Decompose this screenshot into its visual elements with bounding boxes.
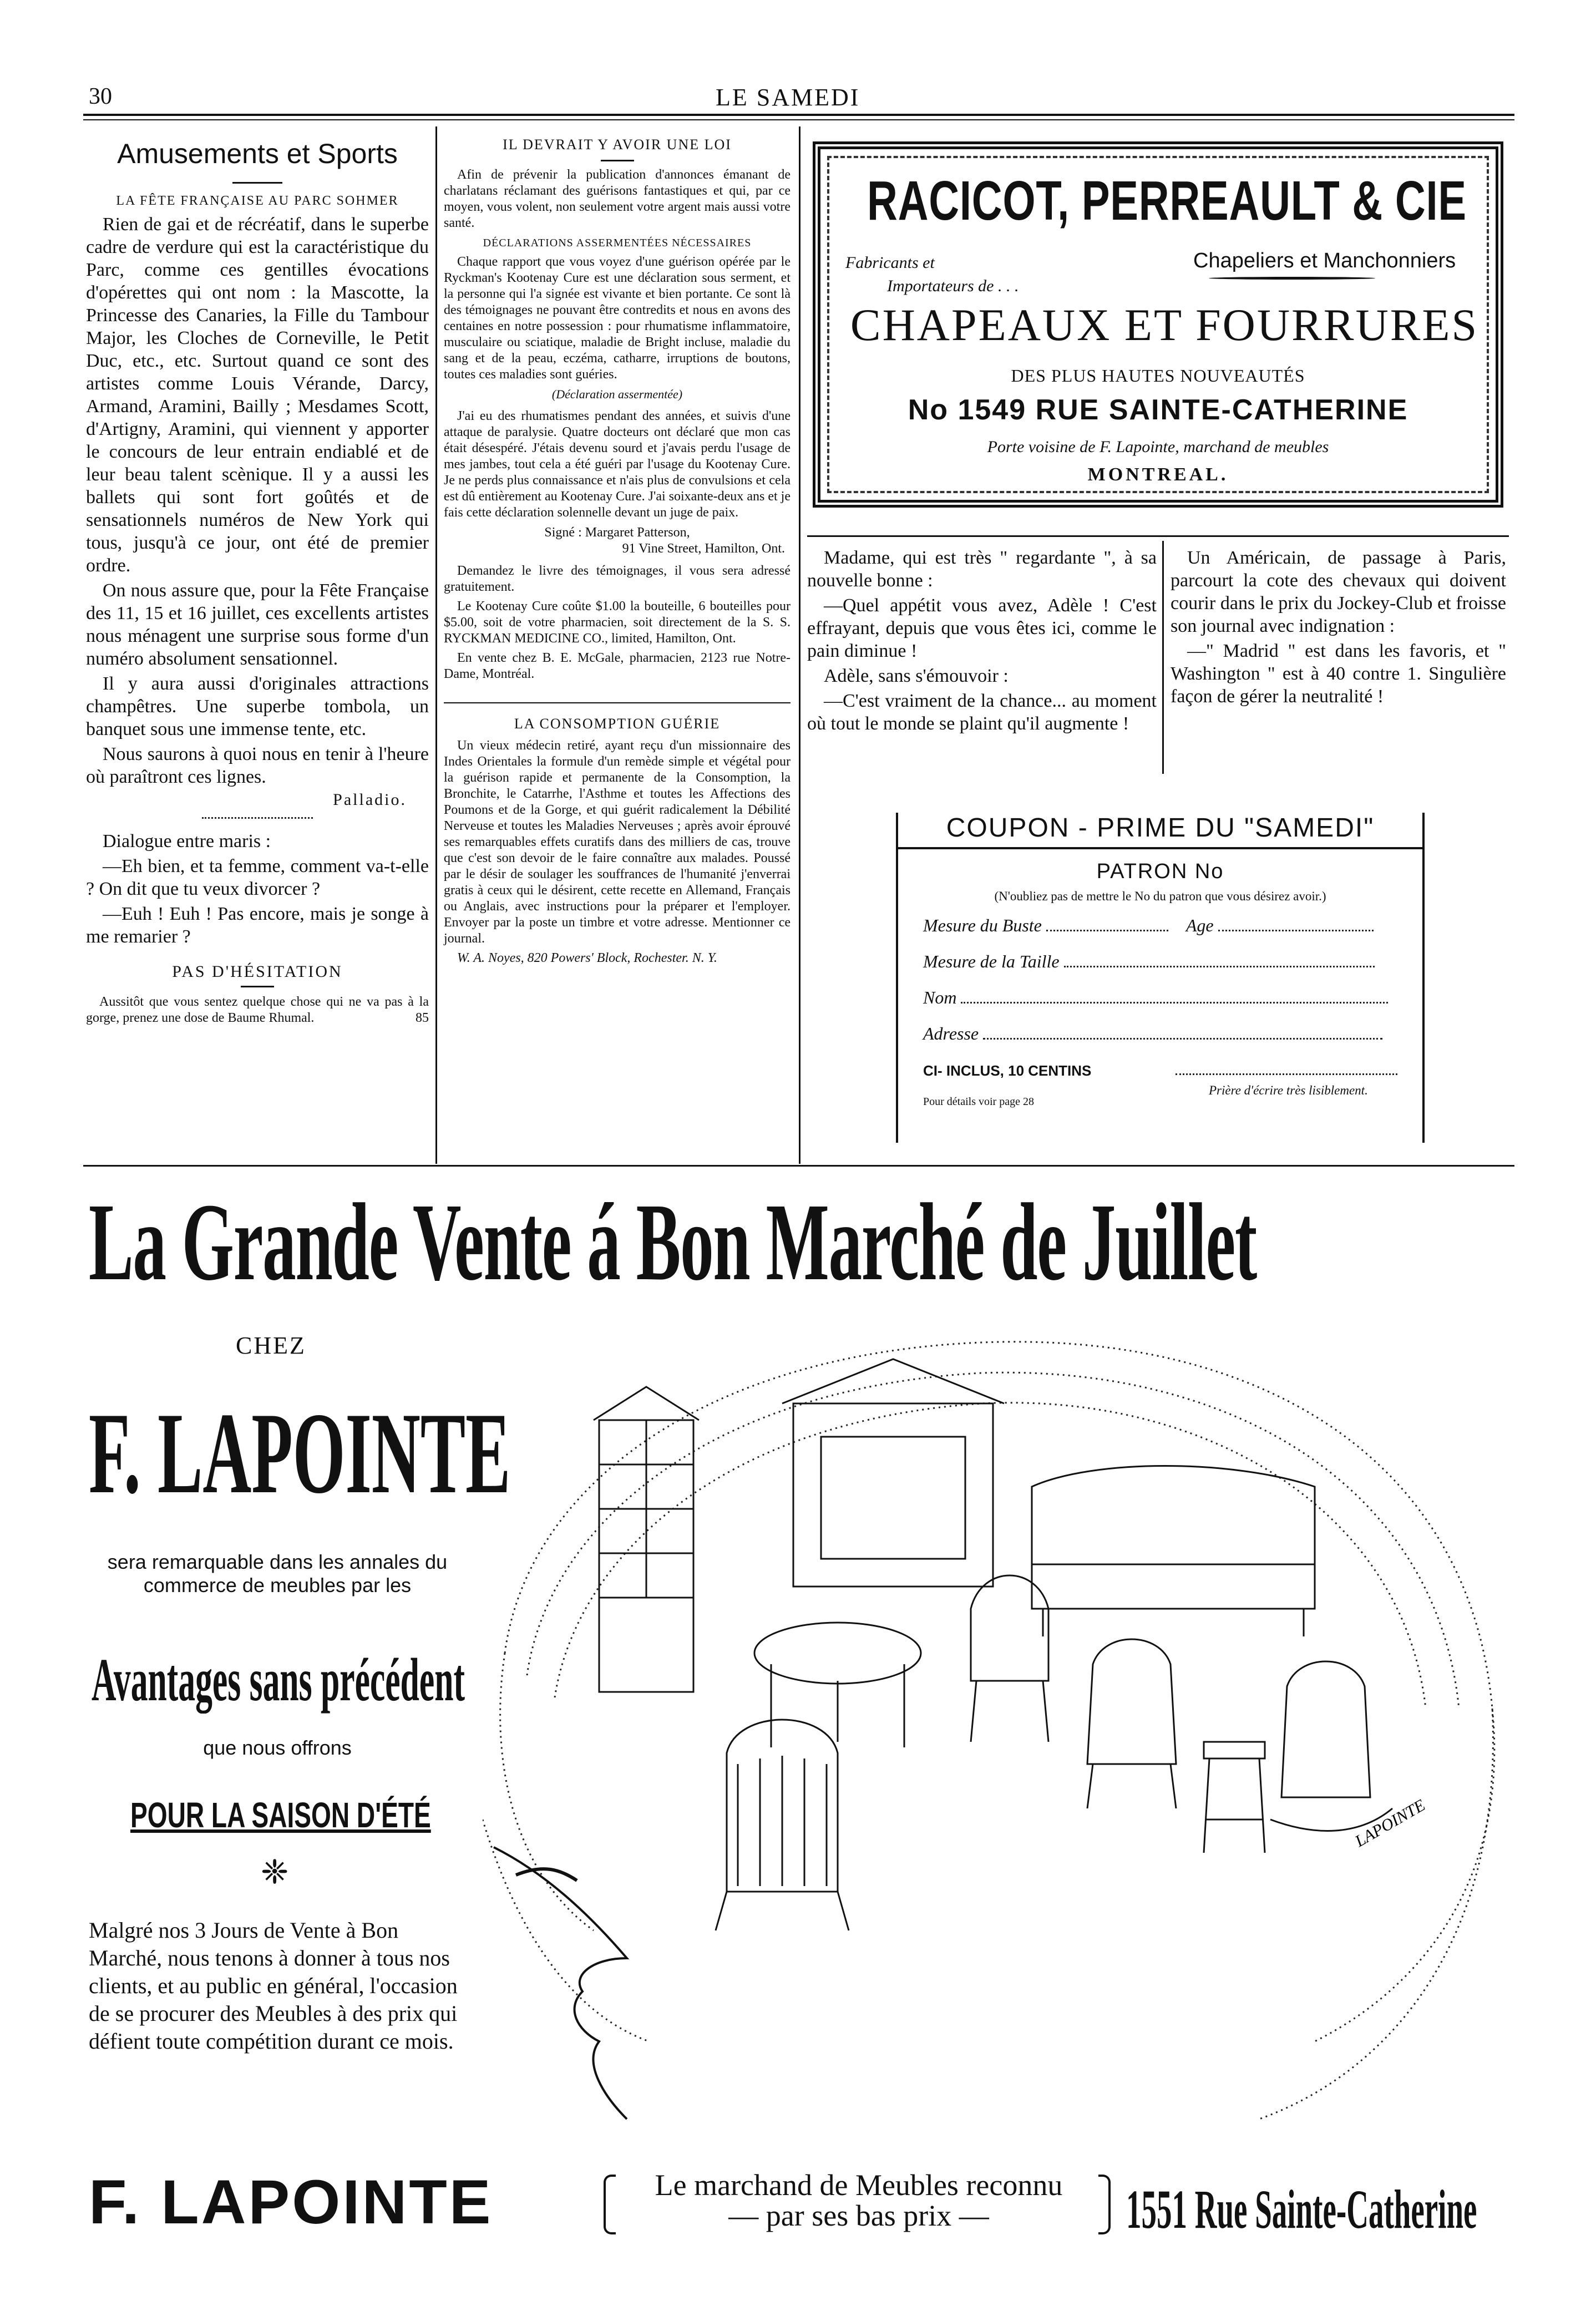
article-title: LA CONSOMPTION GUÉRIE [514, 716, 721, 732]
field-label: Nom [923, 987, 957, 1007]
declaration-caption: (Déclaration assermentée) [551, 387, 683, 401]
label-rule [1209, 277, 1375, 280]
testimony-signature: Signé : Margaret Patterson, [544, 525, 690, 540]
ad-novelties: DES PLUS HAUTES NOUVEAUTÉS [1011, 366, 1305, 386]
field-bust[interactable] [923, 915, 1374, 936]
ad-chez: CHEZ [236, 1332, 306, 1359]
footer-address: 1551 Rue Sainte-Catherine [1126, 2178, 1477, 2240]
ad-body: Malgré nos 3 Jours de Vente à Bon Marché, nous tenons à donner à tous nos clients, et au public en général, l'occasion de se procurer des Meubles à des prix qui défient toute compétition durant ce mois. [89, 1918, 458, 2054]
section-rule [444, 702, 791, 703]
hesitation-ref: 85 [416, 1011, 429, 1025]
hair-outline [483, 1342, 1494, 2119]
anecdote-left [807, 546, 1157, 737]
furniture-illustration [483, 1320, 1514, 2147]
footer-tagline-1: Le marchand de Meubles reconnu [655, 2168, 1063, 2202]
article-subheading: LA FÊTE FRANÇAISE AU PARC SOHMER [116, 194, 399, 208]
title-rule [241, 986, 274, 987]
hesitation-title: PAS D'HÉSITATION [172, 962, 343, 981]
header-rule [83, 114, 1514, 116]
hesitation-text [86, 994, 429, 1026]
ad-season: POUR LA SAISON D'ÉTÉ [130, 1795, 431, 1835]
field-blank[interactable] [983, 1038, 1382, 1040]
article-subheading: DÉCLARATIONS ASSERMENTÉES NÉCESSAIRES [483, 237, 752, 249]
anecdote-line: Adèle, sans s'émouvoir : [824, 666, 1009, 686]
field-waist[interactable] [923, 951, 1375, 972]
paragraph: En vente chez B. E. McGale, pharmacien, 2123 rue Notre-Dame, Montréal. [444, 651, 791, 681]
ad-address: No 1549 RUE SAINTE-CATHERINE [908, 394, 1408, 426]
field-blank[interactable] [961, 1002, 1388, 1004]
cabinet [594, 1387, 699, 1692]
dialogue [86, 830, 429, 948]
anecdote-line: Un Américain, de passage à Paris, parcourt la cote des chevaux qui doivent courir dans le prix du Jockey-Club et froisse son journal avec indignation : [1171, 548, 1506, 636]
signature-mark: LAPOINTE [1352, 1796, 1428, 1851]
anecdote-line: —" Madrid " est dans les favoris, et " Washington " est à 40 contre 1. Singulière façon de gérer la neutralité ! [1171, 641, 1506, 707]
paragraph: Demandez le livre des témoignages, il vous sera adressé gratuitement. [444, 564, 791, 594]
page-number: 30 [89, 84, 112, 109]
footer-name: F. LAPOINTE [89, 2167, 493, 2237]
company-name: RACICOT, PERREAULT & CIE [867, 170, 1467, 232]
face-profile [494, 1847, 627, 2119]
testimony [444, 408, 791, 521]
anecdote-line: Madame, qui est très " regardante ", à sa nouvelle bonne : [807, 548, 1157, 591]
label-fabricants: Fabricants et [845, 254, 935, 272]
ad-next-door: Porte voisine de F. Lapointe, marchand de meubles [987, 438, 1329, 456]
column-divider-1 [435, 126, 437, 1164]
paragraph: Le Kootenay Cure coûte $1.00 la bouteille, 6 bouteilles pour $5.00, soit de votre pharmacien, soit directement de la S. S. RYCKMAN MEDICINE CO., limited, Hamilton, Ont. [444, 599, 791, 646]
field-label: Adresse [923, 1023, 979, 1043]
paragraph [86, 994, 429, 1026]
column-2 [444, 133, 791, 966]
field-label: Mesure de la Taille [923, 951, 1060, 971]
coupon-title: COUPON - PRIME DU "SAMEDI" [946, 813, 1375, 843]
footer-brace-right [1098, 2175, 1111, 2234]
coupon-patron: PATRON No [1096, 860, 1224, 883]
ad-bottom-rule [807, 535, 1509, 537]
ornament-icon: ❈ [261, 1854, 289, 1891]
title-rule [232, 182, 282, 184]
column-1 [86, 133, 429, 1030]
footer-brace-left [604, 2175, 616, 2234]
easy-chair [1087, 1639, 1176, 1808]
label-importateurs: Importateurs de . . . [887, 277, 1019, 295]
field-blank[interactable] [1064, 966, 1375, 967]
small-table [1204, 1742, 1265, 1853]
anecdote-line: —C'est vraiment de la chance... au moment où tout le monde se plaint qu'il augmente ! [807, 691, 1157, 734]
coupon-note: (N'oubliez pas de mettre le No du patron que vous désirez avoir.) [994, 889, 1326, 903]
article-title: IL DEVRAIT Y AVOIR UNE LOI [503, 136, 732, 153]
field-blank[interactable] [1218, 930, 1374, 931]
section-rule [202, 817, 313, 819]
paragraph: Nous saurons à quoi nous en tenir à l'heure où paraîtront ces lignes. [86, 744, 429, 787]
paragraph: Il y aura aussi d'originales attractions champêtres. Une superbe tombola, un banquet sous une immense tente, etc. [86, 673, 429, 739]
footer-tagline-2: — par ses bas prix — [728, 2199, 989, 2232]
article-body [86, 213, 429, 788]
testimony-address: 91 Vine Street, Hamilton, Ont. [622, 541, 785, 556]
field-name[interactable] [923, 987, 1388, 1008]
field-address[interactable] [923, 1023, 1382, 1044]
armchair [971, 1575, 1048, 1742]
coupon-box [896, 813, 1425, 1143]
sofa [1032, 1466, 1315, 1637]
article-signature: Palladio. [333, 790, 407, 809]
column-title: Amusements et Sports [117, 138, 398, 169]
section-bottom-rule [83, 1165, 1514, 1167]
dialogue-line: —Euh ! Euh ! Pas encore, mais je songe à me remarier ? [86, 904, 429, 947]
article-body [444, 254, 791, 383]
oval-table [754, 1623, 921, 1747]
dialogue-title: Dialogue entre maris : [103, 831, 271, 852]
overmantel [782, 1359, 1004, 1587]
coupon-title-rule [898, 847, 1422, 849]
racicot-advertisement [813, 141, 1503, 508]
column-divider-2 [799, 126, 800, 1164]
article-body [444, 738, 791, 947]
anecdote-right [1171, 546, 1506, 710]
hesitation-body: Aussitôt que vous sentez quelque chose qui ne va pas à la gorge, prenez une dose de Baume Rhumal. [86, 995, 429, 1025]
anecdote-divider [1162, 541, 1164, 774]
article-body [444, 563, 791, 682]
coupon-enclosed: CI- INCLUS, 10 CENTINS [923, 1062, 1092, 1079]
field-label: Age [1185, 915, 1214, 935]
paragraph: Un vieux médecin retiré, ayant reçu d'un missionnaire des Indes Orientales la formule d'un remède simple et végétal pour la guérison rapide et permanente de la Consomption, la Bronchite, le Catarrhe, l'Asthme et toutes les Affections des Poumons et de la Gorge, et qui guérit radicalement la Débilité Nerveuse et toutes les Maladies Nerveuses ; après avoir éprouvé ses remarquables effets curatifs dans des milliers de cas, trouve que c'est son devoir de le faire connaître aux malades. Poussé par le désir de soulager les souffrances de l'humanité j'enverrai gratis à ceux qui le désirent, cette recette en Allemand, Français ou Anglais, avec instructions pour la préparer et l'employer. Envoyer par la poste un timbre et votre adresse. Mentionner ce journal. [444, 738, 791, 946]
paragraph: Chaque rapport que vous voyez d'une guérison opérée par le Ryckman's Kootenay Cure est une déclaration sous serment, et la personne qui l'a signée est vivante et bien portante. Ce sont là des témoignages ne pouvant être contredits et nous en avons des centaines en notre possession : pour rhumatisme inflammatoire, musculaire ou sciatique, maladie de Bright incluse, maladie du sang et de la peau, eczéma, catharre, irruptions de boutons, toutes ces maladies sont guéries. [444, 255, 791, 382]
paragraph: Afin de prévenir la publication d'annonces émanant de charlatans réclamant des guérisons fantastiques et qui, par ce moyen, vous volent, non seulement votre argent mais aussi votre santé. [444, 168, 791, 230]
label-chapeliers: Chapeliers et Manchonniers [1193, 249, 1456, 272]
ad-offer: que nous offrons [203, 1736, 352, 1759]
paragraph: On nous assure que, pour la Fête Française des 11, 15 et 16 juillet, ces excellents artistes nous ménagent une surprise sous forme d'un numéro absolument sensationnel. [86, 580, 429, 669]
paragraph: J'ai eu des rhumatismes pendant des années, et suivis d'une attaque de paralysie. Quatre docteurs ont déclaré que mon cas était désespéré. J'étais devenu sourd et j'avais perdu l'usage de mes jambes, tout cela a été guéri par l'usage du Kootenay Cure. Je ne perds plus connaissance et n'ais plus de convulsions et cela est dû entièrement au Kootenay Cure. J'ai soixante-deux ans et je fais cette déclaration solennelle devant un juge de paix. [444, 409, 791, 520]
paragraph: Rien de gai et de récréatif, dans le superbe cadre de verdure qui est la caractéristique du Parc, comme ces gentilles évocations d'opérettes qui ont nom : la Mascotte, la Princesse des Canaries, la Fille du Tambour Major, les Cloches de Corneville, le Petit Duc, etc., etc. Surtout quand ce sont des artistes comme Louis Vérande, Darcy, Armand, Aramini, Bailly ; Mesdames Scott, d'Artigny, Aramini, qui viennent y apporter le concours de leur entrain endiablé et de leur beau talent scènique. Il y a aussi les ballets qui sont fort goûtés et de sensationnels numéros de New York qui tous, jusqu'à ce jour, ont été de premier ordre. [86, 214, 429, 576]
ad-advantages: Avantages sans précédent [92, 1646, 465, 1714]
field-blank[interactable] [1176, 1073, 1397, 1075]
lapointe-headline: La Grande Vente á Bon Marché de Juillet [89, 1181, 1257, 1304]
coupon-details: Pour détails voir page 28 [923, 1096, 1034, 1108]
dialogue-line: —Eh bien, et ta femme, comment va-t-elle ? On dit que tu veux divorcer ? [86, 856, 429, 899]
ad-remarkable: sera remarquable dans les annales du commerce de meubles par les [107, 1550, 448, 1597]
publication-title: LE SAMEDI [716, 84, 860, 111]
coupon-legible: Prière d'écrire très lisiblement. [1209, 1083, 1368, 1097]
ad-city: MONTREAL. [1087, 464, 1229, 485]
article-body [444, 167, 791, 231]
field-label: Mesure du Buste [923, 915, 1042, 935]
ad-name: F. LAPOINTE [89, 1389, 511, 1518]
title-rule [601, 160, 634, 161]
anecdote-line: —Quel appétit vous avez, Adèle ! C'est effrayant, depuis que vous êtes ici, comme le pain diminue ! [807, 595, 1157, 661]
field-blank[interactable] [1046, 930, 1168, 931]
ad-main-line: CHAPEAUX ET FOURRURES [850, 300, 1479, 350]
header-rule-thin [83, 119, 1514, 120]
article-signature: W. A. Noyes, 820 Powers' Block, Rochester. N. Y. [457, 951, 717, 965]
rocking-chair [1270, 1661, 1392, 1831]
wicker-chair [716, 1720, 849, 1930]
